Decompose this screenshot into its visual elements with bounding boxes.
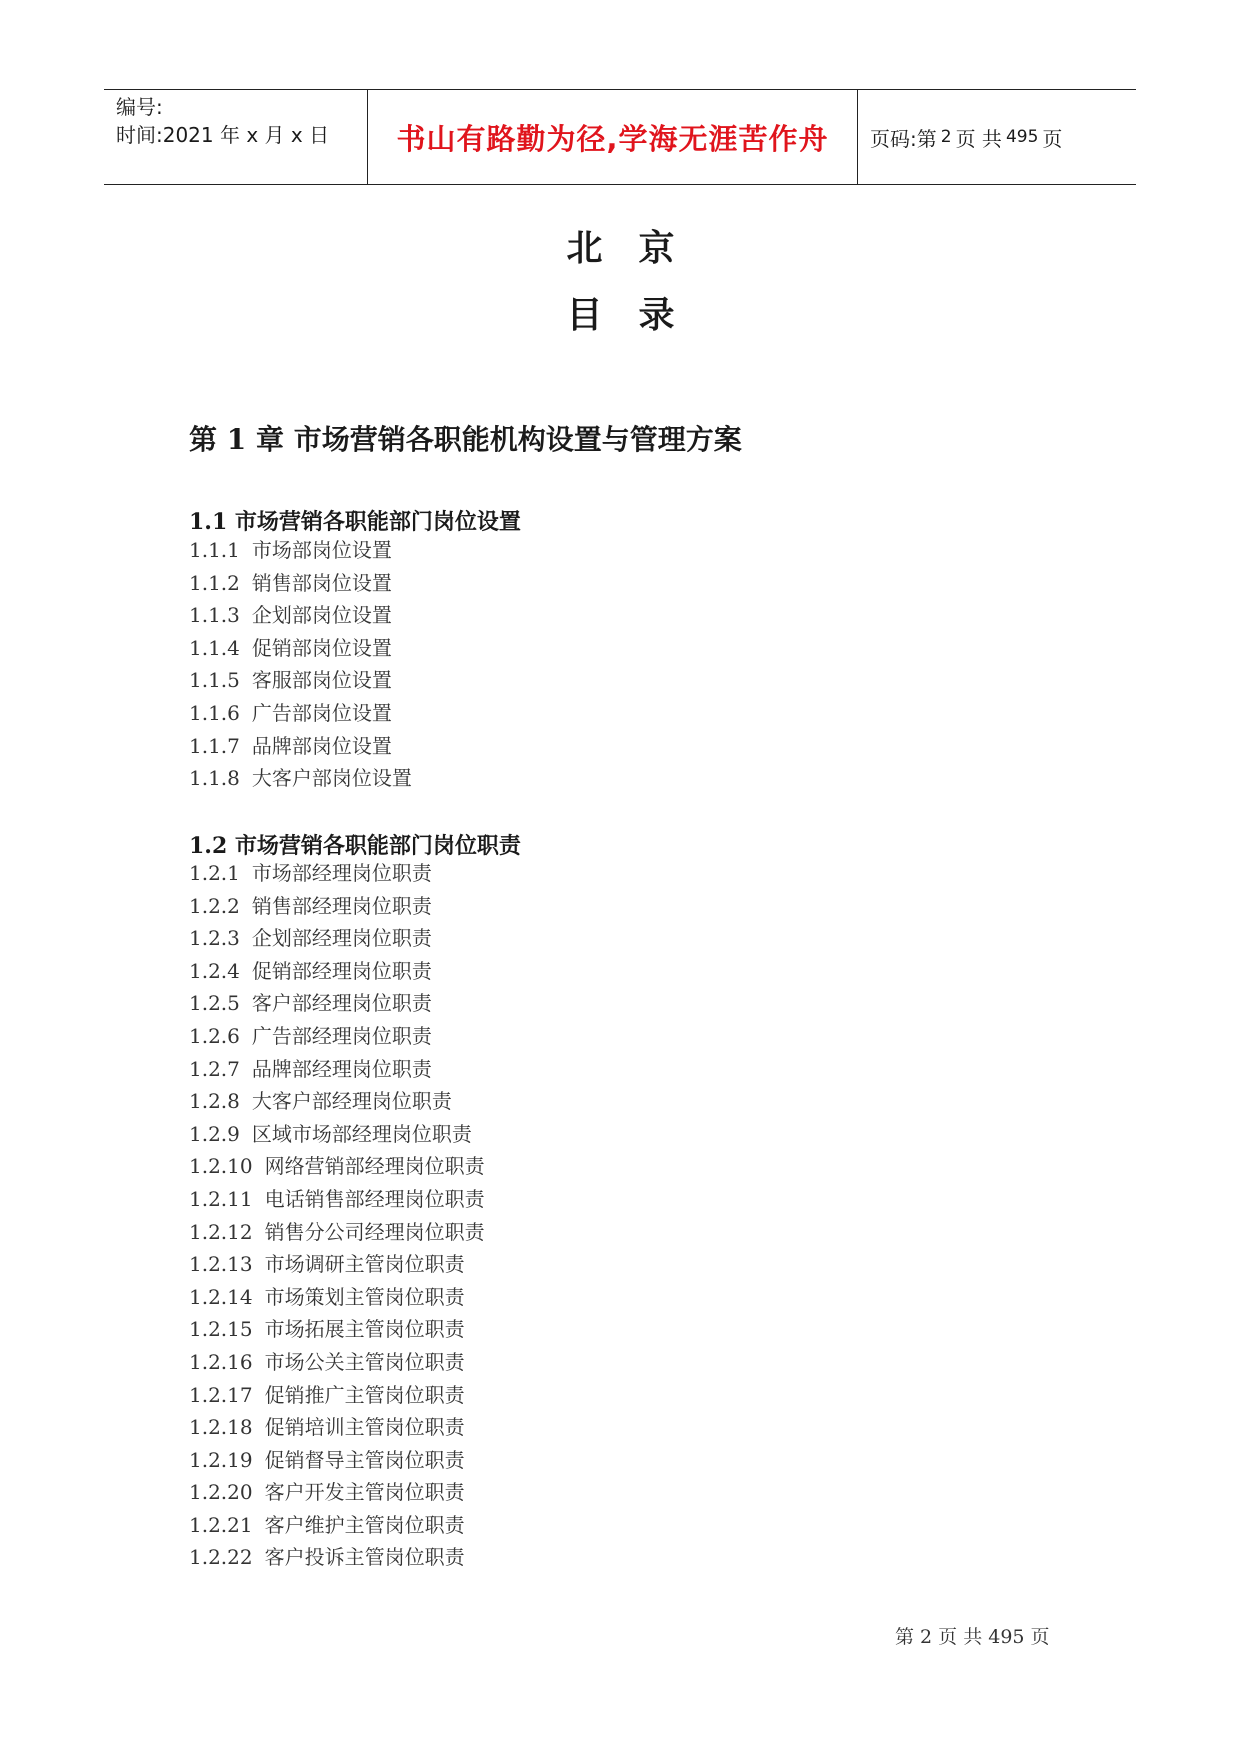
toc-entry[interactable] (189, 730, 412, 763)
toc-entry-number: 1.1.6 (189, 700, 240, 725)
toc-entry[interactable] (189, 987, 485, 1020)
toc-entry[interactable] (189, 1346, 485, 1379)
page-total: 495 (1005, 127, 1039, 147)
toc-entry-number: 1.2.10 (189, 1154, 253, 1179)
toc-entry-label: 促销部岗位设置 (251, 635, 392, 660)
toc-entry[interactable] (189, 632, 412, 665)
toc-entry[interactable] (189, 1248, 485, 1281)
toc-title: 目录 (566, 294, 711, 336)
page-current: 2 (940, 127, 952, 147)
toc-entry-number: 1.2.2 (189, 893, 240, 918)
toc-entry[interactable] (189, 762, 412, 795)
toc-entry[interactable] (189, 1183, 485, 1216)
toc-entry-number: 1.2.12 (189, 1219, 253, 1244)
section-heading-1-2: 1.2 市场营销各职能部门岗位职责 (189, 833, 521, 859)
toc-entry-number: 1.2.8 (189, 1089, 240, 1114)
page-prefix: 页码:第 (870, 126, 937, 151)
document-title: 北京 (566, 227, 711, 269)
toc-entry[interactable] (189, 1053, 485, 1086)
page-footer: 第 2 页 共 495 页 (895, 1626, 1050, 1648)
toc-entry-number: 1.1.5 (189, 668, 240, 693)
toc-entry-label: 品牌部经理岗位职责 (251, 1056, 432, 1081)
toc-entry[interactable] (189, 1085, 485, 1118)
number-label: 编号: (116, 95, 163, 119)
toc-entry-label: 大客户部经理岗位职责 (251, 1089, 452, 1114)
toc-entry-label: 品牌部岗位设置 (251, 733, 392, 758)
toc-entry-label: 客服部岗位设置 (251, 668, 392, 693)
toc-entry[interactable] (189, 664, 412, 697)
toc-entry[interactable] (189, 1509, 485, 1542)
toc-entry-number: 1.2.20 (189, 1480, 253, 1505)
toc-entry-label: 市场部岗位设置 (251, 538, 392, 562)
toc-entry-label: 广告部经理岗位职责 (251, 1023, 432, 1048)
toc-entry-number: 1.2.7 (189, 1056, 240, 1081)
toc-entry-number: 1.1.8 (189, 766, 240, 791)
toc-entry[interactable] (189, 599, 412, 632)
page-header (104, 89, 1136, 185)
toc-entry[interactable] (189, 567, 412, 600)
toc-entry-number: 1.2.3 (189, 926, 240, 951)
toc-entry-label: 促销部经理岗位职责 (251, 958, 432, 983)
toc-entry-number: 1.2.17 (189, 1382, 253, 1407)
toc-entry-number: 1.2.15 (189, 1317, 253, 1342)
toc-entry[interactable] (189, 1379, 485, 1412)
toc-entry-number: 1.2.16 (189, 1349, 253, 1374)
toc-entry[interactable] (189, 1541, 485, 1574)
toc-entry-label: 客户开发主管岗位职责 (264, 1480, 465, 1505)
toc-entry-number: 1.2.1 (189, 861, 240, 885)
header-meta (104, 90, 368, 184)
toc-entry[interactable] (189, 534, 412, 567)
toc-entry[interactable] (189, 1411, 485, 1444)
toc-entry-label: 企划部经理岗位职责 (251, 926, 432, 951)
toc-entry-label: 客户部经理岗位职责 (251, 991, 432, 1016)
toc-entry-number: 1.2.18 (189, 1415, 253, 1440)
toc-entry-label: 电话销售部经理岗位职责 (264, 1186, 485, 1211)
toc-entry[interactable] (189, 1216, 485, 1249)
toc-entry[interactable] (189, 955, 485, 988)
section-heading-1-1: 1.1 市场营销各职能部门岗位设置 (189, 509, 521, 535)
toc-entry-label: 销售部岗位设置 (251, 570, 392, 595)
toc-entry-number: 1.2.19 (189, 1447, 253, 1472)
toc-entry-label: 市场策划主管岗位职责 (264, 1284, 465, 1309)
toc-entry-number: 1.1.3 (189, 603, 240, 628)
toc-entry[interactable] (189, 1020, 485, 1053)
toc-entry[interactable] (189, 1118, 485, 1151)
toc-entry-label: 市场部经理岗位职责 (251, 861, 432, 885)
header-motto: 书山有路勤为径,学海无涯苦作舟 (368, 90, 858, 184)
toc-entry-number: 1.2.6 (189, 1023, 240, 1048)
toc-entry[interactable] (189, 857, 485, 890)
toc-entry-number: 1.2.13 (189, 1252, 253, 1277)
toc-entry[interactable] (189, 1281, 485, 1314)
toc-entry[interactable] (189, 697, 412, 730)
toc-entry-number: 1.2.4 (189, 958, 240, 983)
toc-entry-label: 促销督导主管岗位职责 (264, 1447, 465, 1472)
toc-entry-number: 1.1.1 (189, 538, 240, 562)
toc-entry-number: 1.2.9 (189, 1121, 240, 1146)
toc-entry-label: 促销培训主管岗位职责 (264, 1415, 465, 1440)
toc-entry[interactable] (189, 1444, 485, 1477)
page-suffix: 页 (1042, 126, 1063, 151)
toc-entry-label: 客户投诉主管岗位职责 (264, 1545, 465, 1570)
toc-entry[interactable] (189, 1476, 485, 1509)
toc-list-1-1 (189, 534, 412, 795)
toc-entry-label: 市场调研主管岗位职责 (264, 1252, 465, 1277)
toc-entry-number: 1.1.4 (189, 635, 240, 660)
toc-entry[interactable] (189, 890, 485, 923)
toc-entry-label: 促销推广主管岗位职责 (264, 1382, 465, 1407)
toc-entry-label: 区域市场部经理岗位职责 (251, 1121, 472, 1146)
toc-entry-number: 1.2.21 (189, 1512, 253, 1537)
toc-entry-number: 1.2.5 (189, 991, 240, 1016)
toc-entry-label: 大客户部岗位设置 (251, 766, 412, 791)
chapter-heading: 第 1 章 市场营销各职能机构设置与管理方案 (189, 423, 742, 456)
toc-entry-label: 广告部岗位设置 (251, 700, 392, 725)
toc-entry[interactable] (189, 1313, 485, 1346)
toc-entry-number: 1.1.2 (189, 570, 240, 595)
toc-entry-label: 市场公关主管岗位职责 (264, 1349, 465, 1374)
toc-entry[interactable] (189, 1150, 485, 1183)
page-mid: 页 共 (955, 126, 1002, 151)
toc-entry-label: 客户维护主管岗位职责 (264, 1512, 465, 1537)
toc-entry-number: 1.1.7 (189, 733, 240, 758)
toc-entry-label: 网络营销部经理岗位职责 (264, 1154, 485, 1179)
toc-entry-label: 企划部岗位设置 (251, 603, 392, 628)
toc-entry-number: 1.2.11 (189, 1186, 253, 1211)
toc-entry-label: 销售分公司经理岗位职责 (264, 1219, 485, 1244)
toc-entry-label: 市场拓展主管岗位职责 (264, 1317, 465, 1342)
toc-entry[interactable] (189, 922, 485, 955)
toc-list-1-2 (189, 857, 485, 1574)
toc-entry-number: 1.2.22 (189, 1545, 253, 1570)
toc-entry-label: 销售部经理岗位职责 (251, 893, 432, 918)
toc-entry-number: 1.2.14 (189, 1284, 253, 1309)
header-page-info (858, 90, 1136, 184)
time-label: 时间:2021 年 x 月 x 日 (116, 123, 330, 147)
